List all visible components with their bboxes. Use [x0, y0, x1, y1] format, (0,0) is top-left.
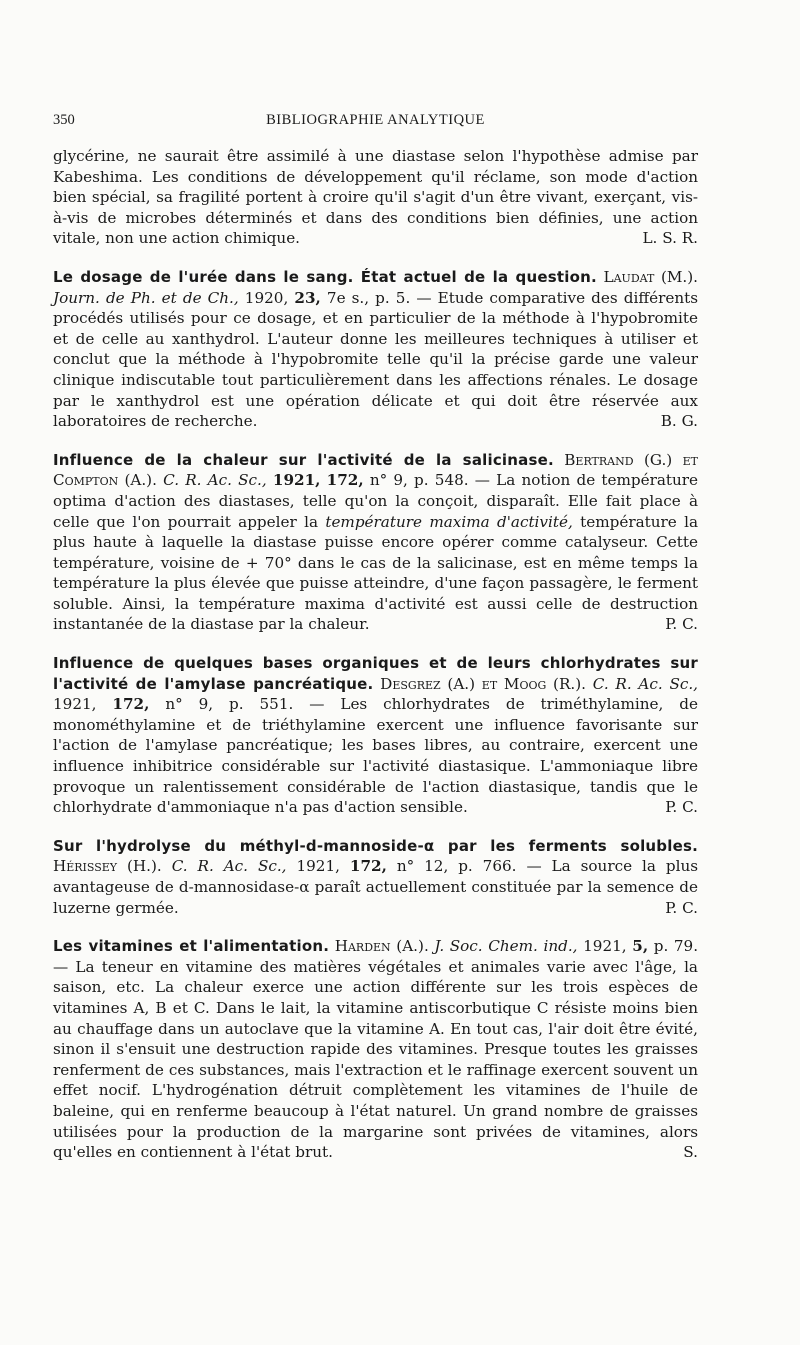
article-volume: 23, — [294, 288, 321, 307]
page-header — [53, 112, 698, 134]
article-title: Influence de la chaleur sur l'activité de la salicinase. — [53, 450, 554, 469]
article-year: 1920, — [244, 288, 289, 307]
article-author: Hérissey (H.). — [53, 857, 162, 876]
article-author: Harden (A.). — [334, 937, 429, 956]
signature: P. C. — [665, 798, 698, 817]
signature: B. G. — [660, 412, 698, 431]
signature: P. C. — [665, 898, 698, 917]
article-author: Laudat (M.). — [603, 267, 699, 286]
article-volume: 172, — [349, 857, 387, 876]
article-body: — La source la plus avantageuse de d-mannosidase-α paraît actuellement constituée par la semence de luzerne germée. — [53, 857, 699, 917]
article — [53, 267, 698, 432]
article-title: Sur l'hydrolyse du méthyl-d-mannoside-α par les ferments solubles. — [53, 836, 698, 855]
signature: L. S. R. — [642, 229, 698, 248]
article-body: — Etude comparative des différents procédés utilisés pour ce dosage, et en particulier de la méthode à l'hypobromite et de celle au xanthydrol. L'auteur donne les meilleures techniques à utiliser et conclut que la méthode à l'hypobromite telle qu'il la précise garde une valeur clinique indiscutable tout particulièrement dans les affections rénales. Le dosage par le xanthydrol est une opération délicate et qui doit être réservée aux laboratoires de recherche. — [53, 288, 699, 431]
page-number: 350 — [53, 112, 75, 128]
article-journal: C. R. Ac. Sc., — [171, 857, 287, 876]
page-content — [53, 146, 698, 1181]
article-ref: 7e s., p. 5. — [326, 288, 411, 307]
article-volume: 172, — [326, 471, 364, 490]
article — [53, 653, 698, 818]
signature: P. C. — [665, 615, 698, 634]
signature: S. — [683, 1143, 698, 1162]
article-journal: Journ. de Ph. et de Ch., — [53, 288, 239, 307]
article-title: Les vitamines et l'alimentation. — [53, 937, 330, 956]
article-year: 1921, — [53, 695, 97, 714]
article-ref: p. 79. — [653, 937, 699, 956]
article-ref: n° 12, p. 766. — [396, 857, 517, 876]
article-title: Le dosage de l'urée dans le sang. État actuel de la question. — [53, 267, 597, 286]
article-journal: C. R. Ac. Sc., — [592, 674, 699, 693]
article-author: Desgrez (A.) et Moog (R.). — [380, 674, 586, 693]
article — [53, 936, 698, 1163]
article-body: — La notion de température optima d'action des diastases, telle qu'on la conçoit, disparaît. Elle fait place à celle que l'on pourrait appeler la — [53, 471, 699, 531]
article-year: 1921, — [583, 937, 627, 956]
article-year: 1921, — [272, 471, 321, 490]
article-year: 1921, — [296, 857, 340, 876]
article-emphasis: température maxima d'activité, — [325, 512, 573, 531]
article-body: — La teneur en vitamine des matières végétales et animales varie avec l'âge, la saison, etc. La chaleur exerce une action différente sur les trois espèces de vitamines A, B et C. Dans le lait, la vitamine antiscorbutique C résiste moins bien au chauffage dans un autoclave que la vitamine A. En tout cas, l'air doit être évité, sinon il s'ensuit une destruction rapide des vitamines. Presque toutes les graisses renferment de ces substances, mais l'extraction et le raffinage exercent souvent un effet nocif. L'hydrogénation détruit complètement les vitamines de l'huile de baleine, qui en renferme beaucoup à l'état naturel. Un grand nombre de graisses utilisées pour la production de la margarine sont privées de vitamines, alors qu'elles en contiennent à l'état brut. — [53, 957, 698, 1162]
article — [53, 836, 698, 918]
article-journal: C. R. Ac. Sc., — [163, 471, 267, 490]
article-title: Influence de quelques bases organiques et de leurs chlorhydrates sur l'activité de l'amylase pancréatique. — [53, 654, 698, 693]
article-ref: n° 9, p. 548. — [369, 471, 469, 490]
article-body-continued: température la plus haute à laquelle la diastase puisse encore opérer comme catalyseur. Cette température, voisine de + 70° dans le cas de la salicinase, est en même temps la température la plus élevée que puisse atteindre, d'une façon passagère, le ferment soluble. Ainsi, la température maxima d'activité est aussi celle de destruction instantanée de la diastase par la chaleur. — [53, 512, 699, 634]
continuation-text: glycérine, ne saurait être assimilé à une diastase selon l'hypothèse admise par Kabeshima. Les conditions de développement qu'il réclame, son mode d'action bien spécial, sa fragilité portent à croire qu'il s'agit d'un être vivant, exerçant, vis-à-vis de microbes déterminés et dans des conditions bien définies, une action vitale, non une action chimique. — [53, 147, 698, 248]
article-body: — Les chlorhydrates de triméthylamine, de monométhylamine et de triéthylamine exercent une influence favorisante sur l'action de l'amylase pancréatique; les bases libres, au contraire, exercent une influence inhibitrice considérable sur l'activité diastasique. L'ammoniaque libre provoque un ralentissement considérable de l'action diastasique, tandis que le chlorhydrate d'ammoniaque n'a pas d'action sensible. — [53, 695, 698, 817]
continuation-paragraph — [53, 146, 698, 249]
article — [53, 450, 698, 635]
article-volume: 172, — [112, 695, 150, 714]
running-title: BIBLIOGRAPHIE ANALYTIQUE — [266, 112, 485, 128]
article-ref: n° 9, p. 551. — [165, 695, 294, 714]
article-author: Bertrand (G.) et Compton (A.). — [53, 450, 698, 490]
article-volume: 5, — [632, 937, 649, 956]
article-journal: J. Soc. Chem. ind., — [434, 937, 578, 956]
